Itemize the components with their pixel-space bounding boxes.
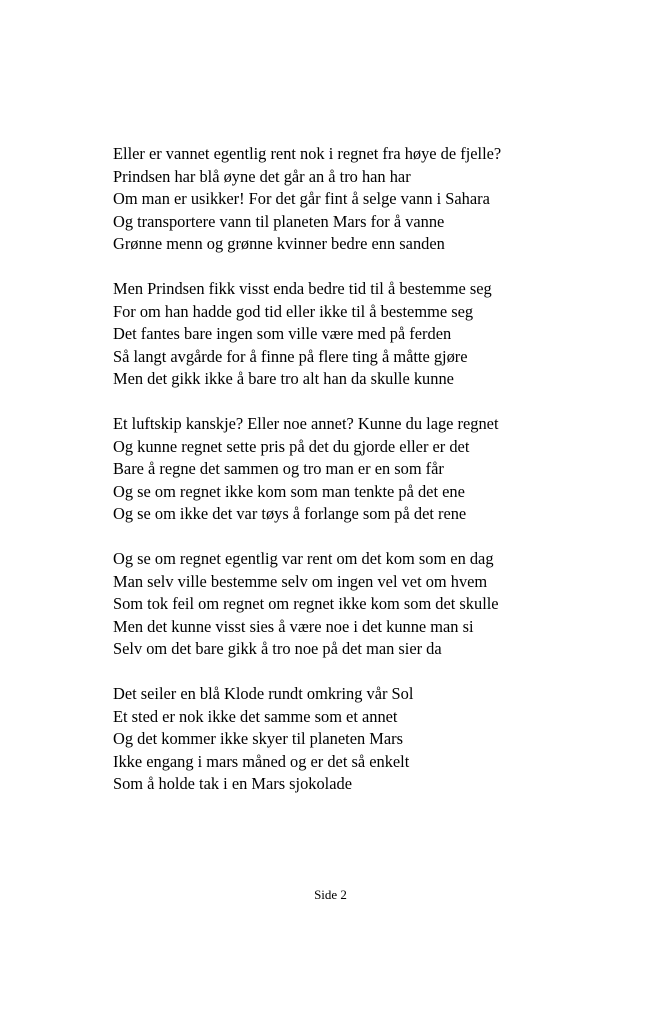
poem-line: Men Prindsen fikk visst enda bedre tid til å bestemme seg	[113, 279, 492, 298]
poem-line: Men det kunne visst sies å være noe i det kunne man si	[113, 616, 474, 636]
poem-line: Om man er usikker! For det går fint å selge vann i Sahara	[113, 189, 490, 208]
poem-line: Bare å regne det sammen og tro man er en som får	[113, 459, 444, 478]
poem-line: Prindsen har blå øyne det går an å tro han har	[113, 166, 411, 186]
poem-line: Og se om regnet egentlig var rent om det kom som en dag	[113, 549, 494, 568]
stanza-5	[113, 683, 613, 796]
poem-line: Og se om regnet ikke kom som man tenkte på det ene	[113, 481, 465, 501]
stanza-2	[113, 278, 613, 391]
poem-line: Og transportere vann til planeten Mars for å vanne	[113, 211, 445, 231]
poem-line: Og det kommer ikke skyer til planeten Mars	[113, 729, 403, 748]
poem-line: Eller er vannet egentlig rent nok i regnet fra høye de fjelle?	[113, 144, 502, 163]
poem-line: Et sted er nok ikke det samme som et annet	[113, 706, 398, 726]
poem-line: Som å holde tak i en Mars sjokolade	[113, 774, 352, 793]
poem-line: Og kunne regnet sette pris på det du gjorde eller er det	[113, 436, 470, 456]
stanza-3	[113, 413, 613, 526]
poem-body	[113, 143, 613, 818]
poem-line: Man selv ville bestemme selv om ingen vel vet om hvem	[113, 571, 488, 591]
page-number-footer: Side 2	[314, 887, 347, 902]
poem-line: Det seiler en blå Klode rundt omkring vår Sol	[113, 684, 414, 703]
poem-line: Grønne menn og grønne kvinner bedre enn sanden	[113, 234, 445, 253]
poem-line: Et luftskip kanskje? Eller noe annet? Kunne du lage regnet	[113, 414, 499, 433]
poem-line: Selv om det bare gikk å tro noe på det man sier da	[113, 639, 442, 658]
poem-line: Og se om ikke det var tøys å forlange som på det rene	[113, 504, 467, 523]
poem-line: Så langt avgårde for å finne på flere ting å måtte gjøre	[113, 346, 468, 366]
stanza-1	[113, 143, 613, 256]
stanza-4	[113, 548, 613, 661]
poem-line: Som tok feil om regnet om regnet ikke kom som det skulle	[113, 594, 499, 613]
poem-line: Men det gikk ikke å bare tro alt han da skulle kunne	[113, 369, 454, 388]
poem-line: Det fantes bare ingen som ville være med på ferden	[113, 324, 452, 343]
poem-line: Ikke engang i mars måned og er det så enkelt	[113, 751, 410, 771]
poem-line: For om han hadde god tid eller ikke til å bestemme seg	[113, 301, 474, 321]
